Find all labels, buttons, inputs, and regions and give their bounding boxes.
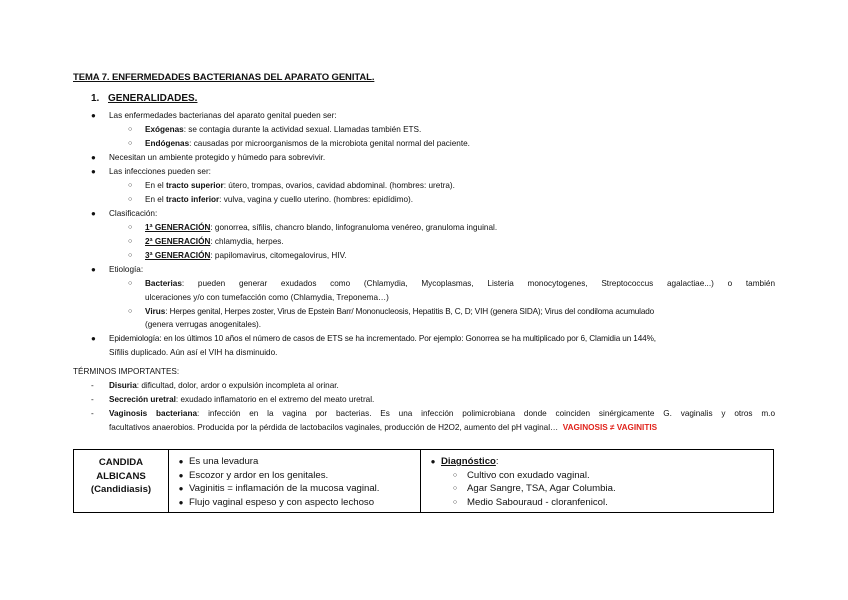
- bullet-icon: ●: [178, 497, 184, 507]
- gen2-text: : chlamydia, herpes.: [210, 237, 284, 246]
- circle-bullet-icon: ○: [128, 224, 133, 231]
- bacterias-text-1: : pueden generar exudados como (Chlamydia, Mycoplasmas, Listeria monocytogenes, Streptococcus agalactiae...) o también: [181, 279, 775, 288]
- candida-name-2: ALBICANS: [96, 470, 146, 482]
- circle-bullet-icon: ○: [128, 140, 133, 147]
- feature-text: Flujo vaginal espeso y con aspecto lechoso: [189, 496, 375, 508]
- subitem-gen2: [145, 237, 284, 247]
- subitem-gen3: [145, 251, 347, 261]
- bullet-icon: ●: [91, 153, 96, 162]
- subitem-virus: [145, 307, 775, 317]
- bullet-icon: ●: [91, 265, 96, 274]
- list-item: [173, 482, 416, 496]
- exogenas-text: : se contagia durante la actividad sexual. Llamadas también ETS.: [183, 125, 422, 134]
- gen1-text: : gonorrea, sífilis, chancro blando, linfogranuloma venéreo, granuloma inguinal.: [210, 223, 498, 232]
- candida-name-1: CANDIDA: [98, 457, 144, 468]
- bacterias-label: Bacterias: [145, 279, 182, 288]
- disuria-label: Disuria: [109, 381, 137, 390]
- terminos-heading: TÉRMINOS IMPORTANTES:: [73, 367, 180, 376]
- inferior-prefix: En el: [145, 195, 166, 204]
- list-item: [425, 496, 769, 510]
- circle-bullet-icon: ○: [128, 280, 133, 287]
- table-cell-features: [169, 450, 421, 513]
- bullet-icon: ●: [430, 457, 436, 466]
- vaginosis-label: Vaginosis bacteriana: [109, 409, 198, 418]
- bullet-etiologia: Etiología:: [109, 265, 144, 274]
- secrecion-label: Secreción uretral: [109, 395, 176, 404]
- bullet-icon: ●: [91, 209, 96, 218]
- table-cell-name: [74, 450, 169, 513]
- subitem-bacterias: [145, 279, 775, 289]
- diag-item-text: Medio Sabouraud - cloranfenicol.: [467, 496, 608, 508]
- circle-bullet-icon: ○: [452, 471, 458, 479]
- endogenas-text: : causadas por microorganismos de la microbiota genital normal del paciente.: [189, 139, 470, 148]
- bacterias-text-2: ulceraciones y/o con tumefacción como (Chlamydia, Treponema…): [145, 293, 389, 302]
- bullet-clasificacion: Clasificación:: [109, 209, 158, 218]
- bullet-epidemiologia-2: Sífilis duplicado. Aún así el VIH ha disminuido.: [109, 348, 278, 357]
- list-item: [425, 455, 769, 469]
- candida-name-3: (Candidiasis): [90, 484, 152, 495]
- bullet-icon: ●: [178, 457, 184, 466]
- subitem-exogenas: [145, 125, 421, 135]
- disuria-text: : dificultad, dolor, ardor o expulsión incompleta al orinar.: [136, 381, 339, 390]
- circle-bullet-icon: ○: [128, 196, 133, 203]
- inferior-label: tracto inferior: [165, 195, 220, 204]
- endogenas-label: Endógenas: [145, 139, 190, 148]
- circle-bullet-icon: ○: [452, 498, 458, 506]
- dash-bullet: -: [91, 381, 94, 390]
- superior-label: tracto superior: [165, 181, 224, 190]
- diag-item-text: Agar Sangre, TSA, Agar Columbia.: [467, 483, 616, 494]
- section-number: 1.: [91, 93, 100, 104]
- list-item: [425, 482, 769, 496]
- bullet-icon: ●: [91, 167, 96, 176]
- circle-bullet-icon: ○: [128, 182, 133, 189]
- subitem-tracto-inferior: [145, 195, 413, 205]
- circle-bullet-icon: ○: [128, 126, 133, 133]
- virus-text-1: : Herpes genital, Herpes zoster, Virus de Epstein Barr/ Mononucleosis, Hepatitis B, C, D; VIH (genera SIDA); Virus del condiloma acumulado: [165, 307, 655, 316]
- gen2-label: 2ª GENERACIÓN: [145, 237, 211, 246]
- subitem-gen1: [145, 223, 497, 233]
- gen1-label: 1ª GENERACIÓN: [145, 223, 211, 232]
- table-row: [74, 450, 774, 513]
- bullet-icon: ●: [178, 470, 184, 480]
- feature-text: Escozor y ardor en los genitales.: [189, 469, 329, 481]
- gen3-label: 3ª GENERACIÓN: [145, 251, 211, 260]
- section-heading: [91, 93, 197, 104]
- virus-text-2: (genera verrugas anogenitales).: [145, 320, 262, 329]
- list-item: [173, 455, 416, 469]
- bullet-epidemiologia-1: Epidemiología: en los últimos 10 años el número de casos de ETS se ha incrementado. Por ejemplo: Gonorrea se ha multiplicado por 6, Clamidia un 144%,: [109, 334, 656, 343]
- section-title: GENERALIDADES.: [108, 93, 198, 104]
- bullet-icon: ●: [91, 111, 96, 120]
- circle-bullet-icon: ○: [452, 485, 458, 492]
- list-item: [425, 469, 769, 483]
- vaginosis-text-2: facultativos anaerobios. Producida por la pérdida de lactobacilos vaginales, producción de H2O2, aumento del pH vaginal…: [109, 423, 559, 432]
- feature-text: Es una levadura: [189, 456, 259, 467]
- virus-label: Virus: [145, 307, 166, 316]
- circle-bullet-icon: ○: [128, 252, 133, 259]
- term-vaginosis-line2: [109, 423, 657, 433]
- diagnostico-label: Diagnóstico: [441, 456, 496, 467]
- secrecion-text: : exudado inflamatorio en el extremo del meato uretral.: [175, 395, 375, 404]
- superior-text: : útero, trompas, ovarios, cavidad abdominal. (hombres: uretra).: [223, 181, 455, 190]
- subitem-tracto-superior: [145, 181, 455, 191]
- bullet-infecciones: Las infecciones pueden ser:: [109, 167, 211, 176]
- superior-prefix: En el: [145, 181, 166, 190]
- vaginosis-text-1: : infección en la vagina por bacterias. Es una infección polimicrobiana donde coinciden sinérgicamente G. vaginalis y otros m.o: [197, 409, 775, 418]
- table-cell-diagnostico: [421, 450, 774, 513]
- diagnostico-colon: :: [495, 456, 499, 467]
- term-disuria: [109, 381, 339, 391]
- subitem-endogenas: [145, 139, 470, 149]
- bullet-ambiente: Necesitan un ambiente protegido y húmedo para sobrevivir.: [109, 153, 326, 162]
- circle-bullet-icon: ○: [128, 238, 133, 245]
- document-title: TEMA 7. ENFERMEDADES BACTERIANAS DEL APARATO GENITAL.: [73, 72, 375, 83]
- vaginosis-warning: VAGINOSIS ≠ VAGINITIS: [562, 423, 658, 432]
- diag-item-text: Cultivo con exudado vaginal.: [467, 469, 590, 481]
- gen3-text: : papilomavirus, citomegalovirus, HIV.: [210, 251, 347, 260]
- circle-bullet-icon: ○: [128, 308, 133, 315]
- list-item: [173, 469, 416, 483]
- dash-bullet: -: [91, 409, 94, 418]
- exogenas-label: Exógenas: [145, 125, 184, 134]
- list-item: [173, 496, 416, 510]
- bullet-icon: ●: [178, 484, 184, 493]
- dash-bullet: -: [91, 395, 94, 404]
- candida-table: [73, 449, 774, 513]
- inferior-text: : vulva, vagina y cuello uterino. (hombres: epidídimo).: [219, 195, 414, 204]
- bullet-icon: ●: [91, 334, 96, 343]
- bullet-intro: Las enfermedades bacterianas del aparato genital pueden ser:: [109, 111, 337, 120]
- feature-text: Vaginitis = inflamación de la mucosa vaginal.: [189, 483, 380, 494]
- term-secrecion: [109, 395, 374, 405]
- term-vaginosis: [109, 409, 775, 419]
